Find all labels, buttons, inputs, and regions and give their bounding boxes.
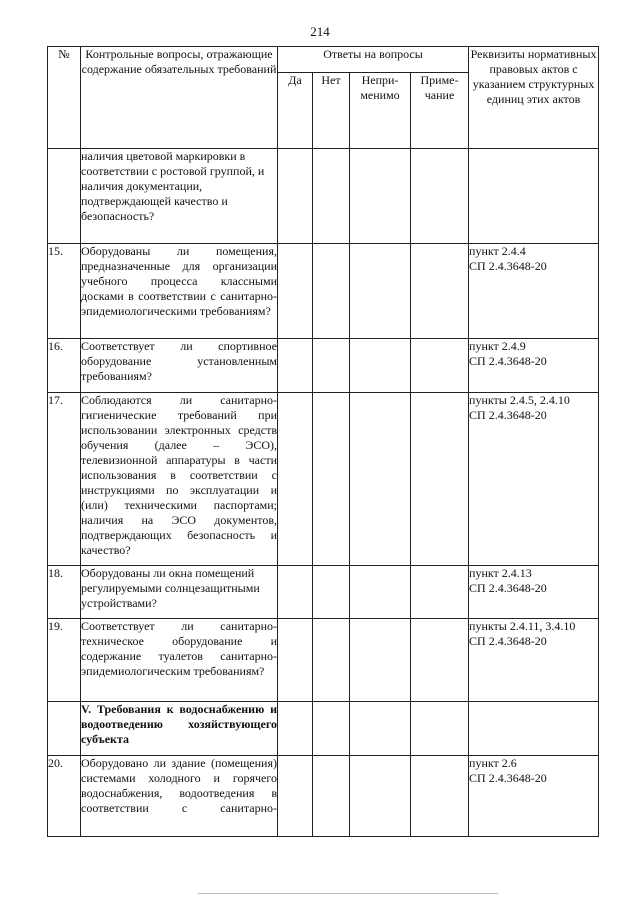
note-cell[interactable]: [411, 149, 469, 244]
note-cell[interactable]: [411, 619, 469, 702]
answer-na-cell[interactable]: [350, 566, 411, 619]
requisite-act: СП 2.4.3648-20: [469, 408, 547, 422]
question-text: Соответствует ли спортивное оборудование установленным требованиям?: [81, 339, 277, 383]
requisite-act: СП 2.4.3648-20: [469, 259, 547, 273]
question-text: наличия цветовой маркировки в соответствии с ростовой группой, и наличия документации, подтверждающей качество и безопасность?: [81, 149, 265, 223]
requisite-act: СП 2.4.3648-20: [469, 771, 547, 785]
requisite-clause: пункт 2.4.9: [469, 339, 526, 353]
requisite-act: СП 2.4.3648-20: [469, 354, 547, 368]
question-text: Оборудованы ли окна помещений регулируемыми солнцезащитными устройствами?: [81, 566, 260, 610]
header-questions: Контрольные вопросы, отражающие содержание обязательных требований: [81, 47, 278, 149]
requisite-act: СП 2.4.3648-20: [469, 634, 547, 648]
table-row: [48, 244, 599, 339]
question-text: Оборудовано ли здание (помещения) системами холодного и горячего водоснабжения, водоотведения в соответствии с санитарно-: [81, 756, 277, 815]
question-cell: [81, 244, 278, 339]
note-cell[interactable]: [411, 244, 469, 339]
header-yes: Да: [278, 73, 313, 149]
row-number: 16.: [48, 339, 81, 393]
note-cell: [411, 702, 469, 756]
requisites-cell: [469, 756, 599, 837]
header-requisites: Реквизиты нормативных правовых актов с указанием структурных единиц этих актов: [469, 47, 599, 149]
row-number: 19.: [48, 619, 81, 702]
checklist-table: [47, 46, 599, 837]
header-not-applicable: [350, 73, 411, 149]
answer-no-cell: [313, 702, 350, 756]
requisite-clause: пункты 2.4.11, 3.4.10: [469, 619, 576, 633]
section-title: V. Требования к водоснабжению и водоотведению хозяйствующего субъекта: [81, 702, 277, 746]
header-num: №: [48, 47, 81, 149]
answer-no-cell[interactable]: [313, 339, 350, 393]
note-cell[interactable]: [411, 756, 469, 837]
question-cell: [81, 339, 278, 393]
header-not-applicable-line1: Непри-: [361, 73, 399, 87]
header-no: Нет: [313, 73, 350, 149]
page-number: 214: [310, 24, 330, 39]
row-number: 18.: [48, 566, 81, 619]
answer-na-cell[interactable]: [350, 244, 411, 339]
note-cell[interactable]: [411, 339, 469, 393]
table-row: [48, 619, 599, 702]
header-note: [411, 73, 469, 149]
row-number: 20.: [48, 756, 81, 837]
table-row: [48, 566, 599, 619]
table-row: [48, 149, 599, 244]
row-number: [48, 702, 81, 756]
question-text: Оборудованы ли помещения, предназначенные для организации учебного процесса классными досками в соответствии с санитарно-эпидемиологическими требованиям?: [81, 244, 277, 318]
note-cell[interactable]: [411, 393, 469, 566]
requisite-clause: пункт 2.4.13: [469, 566, 532, 580]
header-answers: Ответы на вопросы: [278, 47, 469, 73]
answer-no-cell[interactable]: [313, 566, 350, 619]
answer-yes-cell[interactable]: [278, 149, 313, 244]
requisite-clause: пункт 2.4.4: [469, 244, 526, 258]
row-number: [48, 149, 81, 244]
row-number: 17.: [48, 393, 81, 566]
answer-no-cell[interactable]: [313, 244, 350, 339]
requisites-cell: [469, 566, 599, 619]
answer-na-cell[interactable]: [350, 756, 411, 837]
note-cell[interactable]: [411, 566, 469, 619]
table-header-row: [48, 47, 599, 73]
header-note-line1: Приме-: [420, 73, 459, 87]
answer-na-cell[interactable]: [350, 619, 411, 702]
question-cell: [81, 756, 278, 837]
requisites-cell: [469, 393, 599, 566]
header-not-applicable-line2: менимо: [360, 88, 400, 102]
question-cell: [81, 149, 278, 244]
answer-na-cell[interactable]: [350, 393, 411, 566]
answer-na-cell[interactable]: [350, 339, 411, 393]
question-cell: [81, 566, 278, 619]
question-cell: [81, 619, 278, 702]
answer-na-cell[interactable]: [350, 149, 411, 244]
section-row: [48, 702, 599, 756]
answer-no-cell[interactable]: [313, 756, 350, 837]
table-row: [48, 756, 599, 837]
question-text: Соответствует ли санитарно-техническое оборудование и содержание туалетов санитарно-эпидемиологическим требованиям?: [81, 619, 277, 678]
answer-no-cell[interactable]: [313, 393, 350, 566]
section-cell: [81, 702, 278, 756]
requisites-cell: [469, 244, 599, 339]
answer-yes-cell[interactable]: [278, 339, 313, 393]
answer-yes-cell[interactable]: [278, 566, 313, 619]
answer-yes-cell[interactable]: [278, 244, 313, 339]
requisites-cell: [469, 149, 599, 244]
answer-na-cell: [350, 702, 411, 756]
answer-yes-cell[interactable]: [278, 393, 313, 566]
row-number: 15.: [48, 244, 81, 339]
header-note-line2: чание: [424, 88, 455, 102]
table-row: [48, 393, 599, 566]
requisite-act: СП 2.4.3648-20: [469, 581, 547, 595]
answer-yes-cell[interactable]: [278, 619, 313, 702]
answer-no-cell[interactable]: [313, 149, 350, 244]
requisites-cell: [469, 702, 599, 756]
answer-yes-cell[interactable]: [278, 756, 313, 837]
requisite-clause: пункт 2.6: [469, 756, 517, 770]
answer-yes-cell: [278, 702, 313, 756]
question-cell: [81, 393, 278, 566]
answer-no-cell[interactable]: [313, 619, 350, 702]
requisite-clause: пункты 2.4.5, 2.4.10: [469, 393, 570, 407]
requisites-cell: [469, 339, 599, 393]
table-row: [48, 339, 599, 393]
requisites-cell: [469, 619, 599, 702]
question-text: Соблюдаются ли санитарно-гигиенические требований при использовании электронных средств обучения (далее – ЭСО), телевизионной аппаратуры в части использования в соответствии с инструкциями по эксплуатации и (или) техническими паспортами; наличия на ЭСО документов, подтверждающих безопасность и качество?: [81, 393, 277, 557]
page-bottom-rule: [198, 893, 498, 894]
